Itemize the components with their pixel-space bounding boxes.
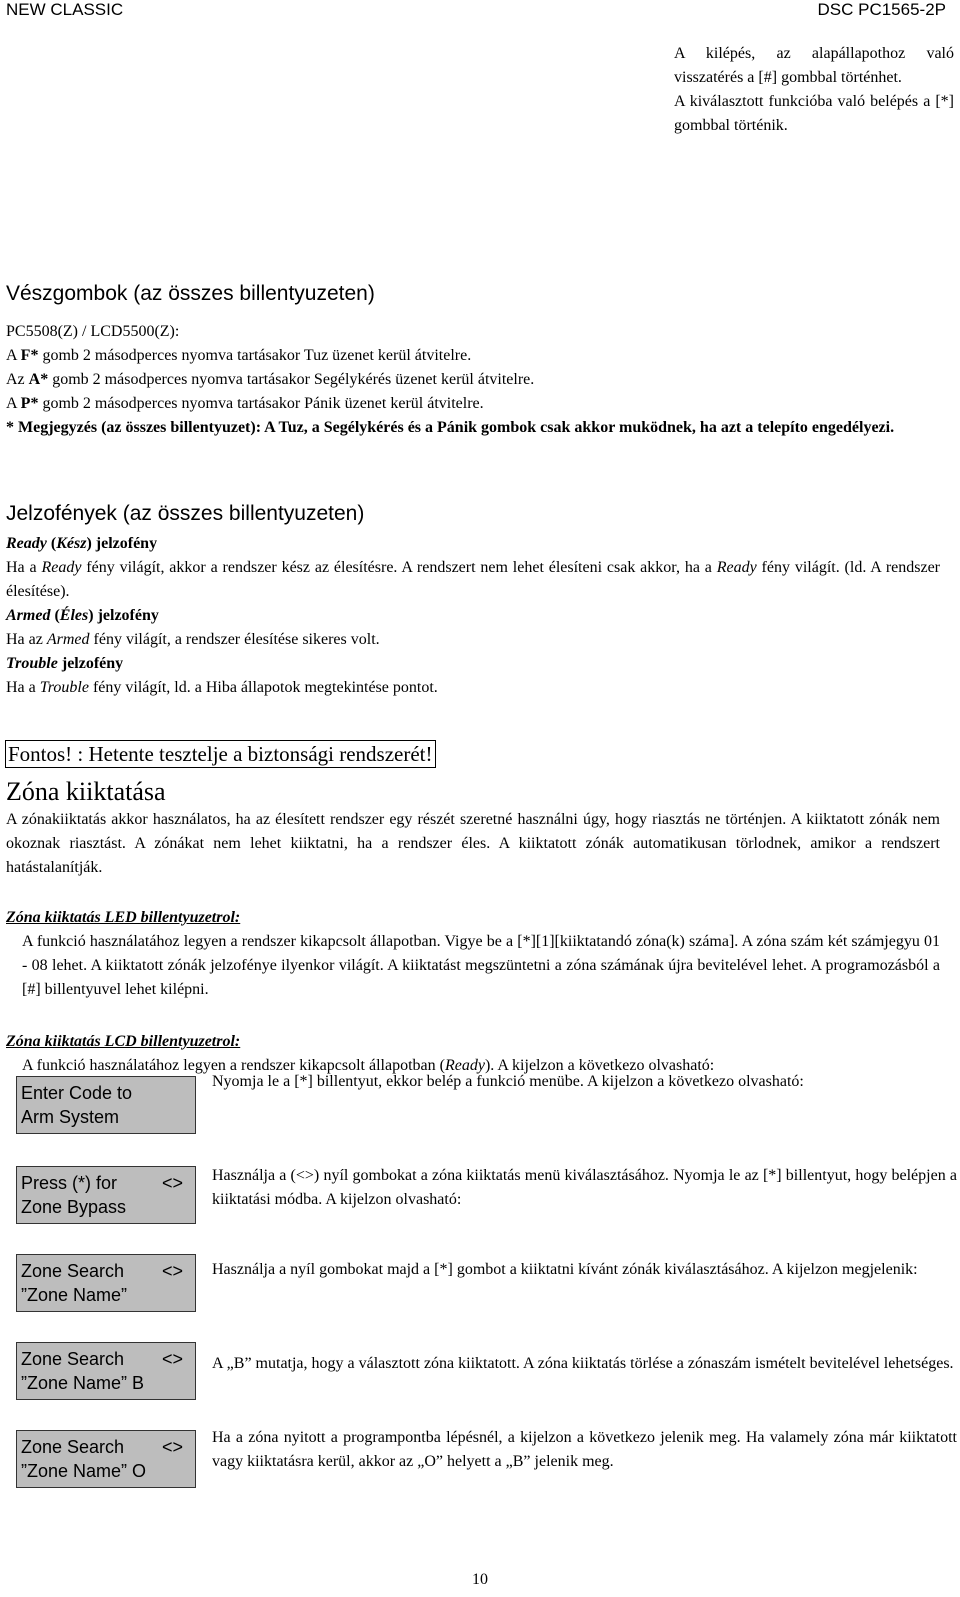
lcd-bypass-title: [6, 1030, 940, 1054]
p-line-b: gomb 2 másodperces nyomva tartásakor Pánik üzenet kerül átvitelre.: [38, 395, 484, 412]
step-1-desc: Nyomja le a [*] billentyut, ekkor belép a funkció menübe. A kijelzon a következo olvasható:: [212, 1073, 804, 1090]
lcd-2-line2: Zone Bypass: [21, 1197, 127, 1217]
led-bypass-text: [22, 930, 940, 1002]
intro-line-enter: A kiválasztott funkcióba való belépés a [*] gombbal történik.: [674, 93, 954, 134]
f-line-b: gomb 2 másodperces nyomva tartásakor Tuz üzenet kerül átvitelre.: [38, 347, 472, 364]
step-5-desc: Ha a zóna nyitott a programpontba lépésnél, a kijelzon a következo jelenik meg. Ha valamely zóna már kiiktatott vagy kiiktatásra kerül, akkor az „O” helyett a „B” jelenik meg.: [212, 1429, 957, 1470]
armed-word: Armed: [6, 607, 51, 624]
armed-text: [6, 628, 940, 652]
led-bypass-text-body: A funkció használatához legyen a rendszer kikapcsolt állapotban. Vigye be a [*][1][kiiktatandó zóna(k) száma]. A zóna szám két számjegyu 01 - 08 lehet. A kiiktatott zónák jelzofénye ilyenkor világít. A kiiktatást megszüntetni a zóna számának újra bevitelével lehet. A programozásból a [#] billentyuvel lehet kilépni.: [22, 933, 940, 998]
lcd-5-line2: ”Zone Name” O: [21, 1461, 147, 1481]
ready-word: Ready: [6, 535, 47, 552]
eles-word: Éles: [59, 607, 89, 624]
ready-paren-open: (: [46, 535, 57, 552]
step-2-desc: Használja a (<>) nyíl gombokat a zóna kiiktatás menü kiválasztásához. Nyomja le az [*] billentyut, hogy belépjen a kiiktatási módba. A kijelzon olvasható:: [212, 1167, 957, 1208]
lcd-display-1: [16, 1076, 196, 1134]
intro-block: [674, 42, 954, 138]
p-line-a: A: [6, 395, 21, 412]
emergency-model: PC5508(Z) / LCD5500(Z):: [6, 323, 180, 340]
lcd-intro-a: A funkció használatához legyen a rendszer kikapcsolt állapotban (: [22, 1057, 445, 1074]
ready-text-c: fény világít, akkor a rendszer kész az élesítésre. A rendszert nem lehet élesíteni csak akkor, ha a: [81, 559, 717, 576]
lcd-2-row1: [21, 1171, 195, 1195]
armed-title: [6, 604, 940, 628]
ready-text-e: fény világít. (ld. A rendszer élesítése).: [6, 559, 941, 600]
lcd-display-4: [16, 1342, 196, 1400]
header-left: NEW CLASSIC: [6, 0, 124, 19]
trouble-word: Trouble: [6, 655, 58, 672]
lcd-2-line1: Press (*) for: [21, 1173, 118, 1193]
led-bypass-title: [6, 906, 940, 930]
emergency-title: Vészgombok (az összes billentyuzeten): [6, 282, 375, 305]
lcd-4-line2: ”Zone Name” B: [21, 1373, 145, 1393]
trouble-title: [6, 652, 940, 676]
bypass-intro: A zónakiiktatás akkor használatos, ha az élesített rendszer egy részét szeretné használni úgy, hogy riasztás ne történjen. A kiiktatott zónák nem okoznak riasztást. A zónákat nem lehet kiiktatni, ha a rendszer éles. A kiiktatott zónák automatikusan törlodnek, amikor a rendszert hatástalanítják.: [6, 811, 940, 876]
lcd-5-arrow: <>: [161, 1437, 183, 1457]
lcd-4-arrow: <>: [161, 1349, 183, 1369]
f-key: F*: [20, 347, 39, 364]
lcd-3-arrow: <>: [161, 1261, 183, 1281]
led-bypass-title-text: Zóna kiiktatás LED billentyuzetrol:: [6, 909, 241, 926]
p-key: P*: [20, 395, 39, 412]
armed-paren-open: (: [50, 607, 60, 624]
lcd-display-5: [16, 1430, 196, 1488]
trouble-text-c: fény világít, ld. a Hiba állapotok megtekintése pontot.: [88, 679, 438, 696]
lcd-1-line1: Enter Code to: [21, 1083, 133, 1103]
emergency-p-line: [6, 392, 940, 416]
lcd-2-arrow: <>: [161, 1173, 183, 1193]
emergency-a-line: [6, 368, 940, 392]
emergency-note: * Megjegyzés (az összes billentyuzet): A Tuz, a Segélykérés és a Pánik gombok csak akkor muködnek, ha azt a telepíto engedélyezi.: [6, 419, 895, 436]
ready-title: [6, 532, 940, 556]
emergency-f-line: [6, 344, 940, 368]
trouble-suffix: jelzofény: [57, 655, 124, 672]
lcd-1-line2: Arm System: [21, 1107, 120, 1127]
lcd-4-line1: Zone Search: [21, 1349, 125, 1369]
ready-suffix: ) jelzofény: [86, 535, 158, 552]
lcd-display-3: [16, 1254, 196, 1312]
lcd-1-row1: [21, 1081, 195, 1105]
important-notice: Fontos! : Hetente tesztelje a biztonsági rendszerét!: [5, 740, 436, 768]
lcd-4-row1: [21, 1347, 195, 1371]
page-number: 10: [472, 1571, 488, 1588]
header-right: DSC PC1565-2P: [817, 0, 946, 19]
a-line-b: gomb 2 másodperces nyomva tartásakor Segélykérés üzenet kerül átvitelre.: [48, 371, 535, 388]
trouble-text-a: Ha a: [6, 679, 40, 696]
armed-text-b: Armed: [46, 631, 90, 648]
lcd-bypass-title-text: Zóna kiiktatás LCD billentyuzetrol:: [6, 1033, 241, 1050]
f-line-a: A: [6, 347, 21, 364]
trouble-text-b: Trouble: [39, 679, 89, 696]
lcd-3-row1: [21, 1259, 195, 1283]
armed-text-a: Ha az: [6, 631, 47, 648]
lcd-5-line1: Zone Search: [21, 1437, 125, 1457]
step-4-desc: A „B” mutatja, hogy a választott zóna kiiktatott. A zóna kiiktatás törlése a zónaszám ismételt bevitelével lehetséges.: [212, 1355, 954, 1372]
lcd-3-line2: ”Zone Name”: [21, 1285, 128, 1305]
a-line-a: Az: [6, 371, 29, 388]
a-key: A*: [28, 371, 49, 388]
armed-text-c: fény világít, a rendszer élesítése sikeres volt.: [89, 631, 380, 648]
lcd-display-2: [16, 1166, 196, 1224]
ready-text: [6, 556, 940, 604]
indicators-title: Jelzofények (az összes billentyuzeten): [6, 502, 365, 525]
kesz-word: Kész: [56, 535, 87, 552]
ready-text-a: Ha a: [6, 559, 42, 576]
armed-suffix: ) jelzofény: [88, 607, 159, 624]
lcd-5-row1: [21, 1435, 195, 1459]
ready-text-b: Ready: [41, 559, 82, 576]
trouble-text: [6, 676, 940, 700]
ready-text-d: Ready: [716, 559, 757, 576]
intro-line-exit: A kilépés, az alapállapothoz való visszatérés a [#] gombbal történhet.: [674, 45, 954, 86]
lcd-intro-c: ). A kijelzon a következo olvasható:: [484, 1057, 715, 1074]
bypass-title: Zóna kiiktatása: [6, 777, 166, 806]
lcd-intro-ready: Ready: [444, 1057, 485, 1074]
step-3-desc: Használja a nyíl gombokat majd a [*] gombot a kiiktatni kívánt zónák kiválasztásához. A kijelzon megjelenik:: [212, 1261, 918, 1278]
lcd-3-line1: Zone Search: [21, 1261, 125, 1281]
